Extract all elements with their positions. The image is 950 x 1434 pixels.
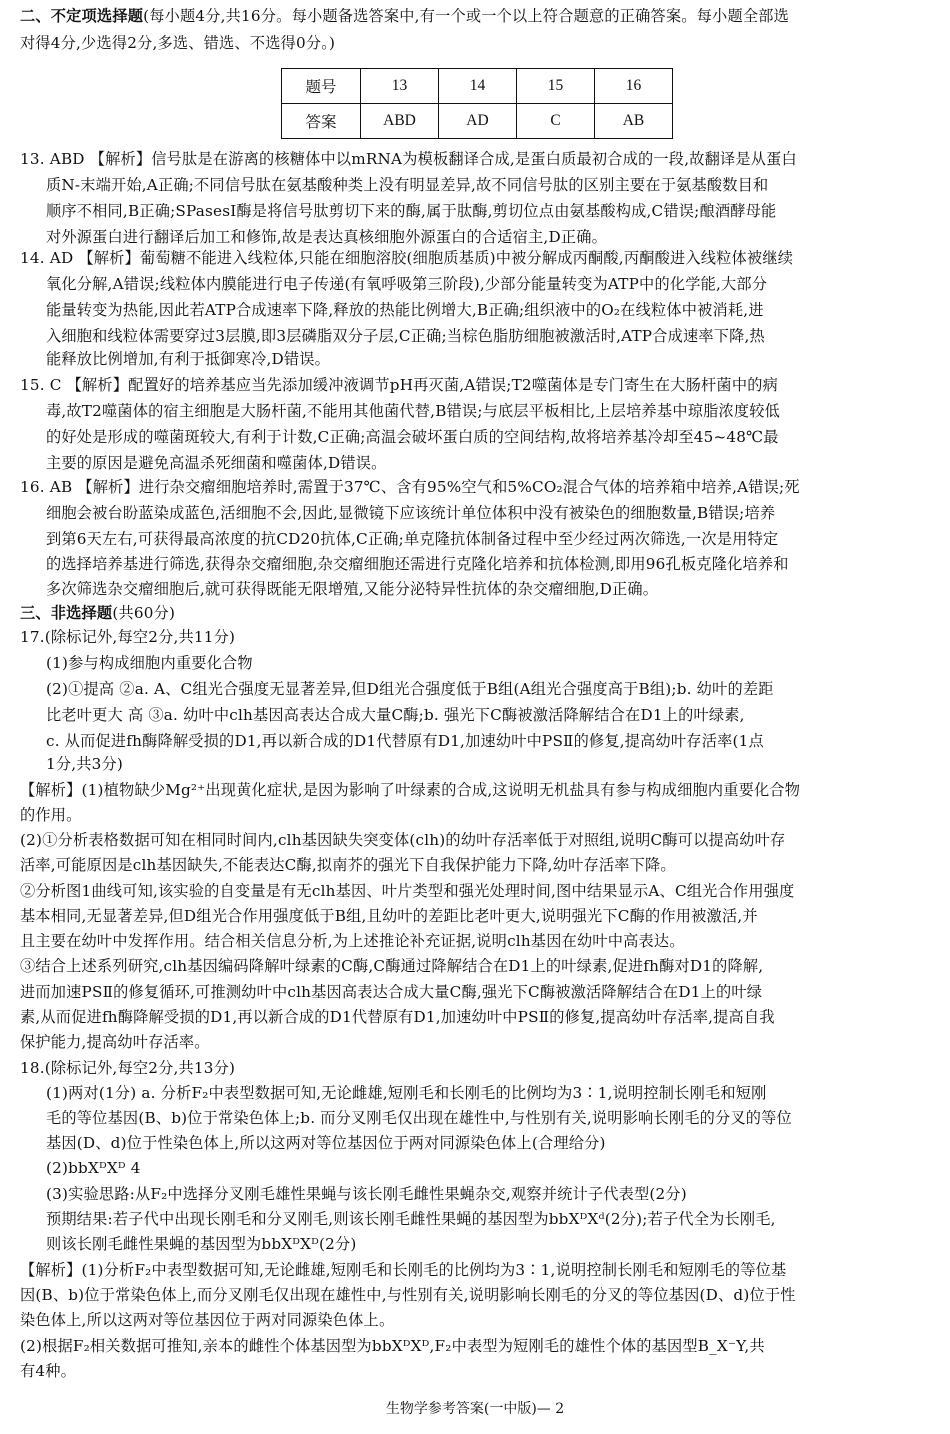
q17-analysis-line: 基本相同,无显著差异,但D组光合作用强度低于B组,且幼叶的差距比老叶更大,说明强光下C酶的作用被激活,并	[20, 907, 758, 925]
cell-number: 15	[517, 69, 595, 104]
cell-answer: AB	[595, 104, 673, 139]
q17-analysis-line: 活率,可能原因是clh基因缺失,不能表达C酶,拟南芥的强光下自我保护能力下降,幼叶存活率下降。	[20, 856, 676, 874]
q17-analysis-line: 的作用。	[20, 806, 82, 824]
q18-analysis-line: 【解析】(1)分析F₂中表型数据可知,无论雌雄,短刚毛和长刚毛的比例均为3∶1,说明控制长刚毛和短刚毛的等位基	[20, 1261, 787, 1279]
answer-table	[281, 68, 673, 139]
q17-ans2-line: 1分,共3分)	[46, 755, 124, 773]
q17-ans2-line: 比老叶更大 高 ③a. 幼叶中clh基因高表达合成大量C酶;b. 强光下C酶被激活降解结合在D1上的叶绿素,	[46, 706, 745, 724]
q18-analysis-line: 有4种。	[20, 1362, 77, 1380]
q15-line: 的好处是形成的噬菌斑较大,有利于计数,C正确;高温会破坏蛋白质的空间结构,故将培养基冷却至45~48℃最	[46, 428, 779, 446]
cell-answer: ABD	[361, 104, 439, 139]
q17-analysis-line: ③结合上述系列研究,clh基因编码降解叶绿素的C酶,C酶通过降解结合在D1上的叶绿素,促进fh酶对D1的降解,	[20, 957, 764, 975]
q18-ans3-line: (3)实验思路:从F₂中选择分叉刚毛雄性果蝇与该长刚毛雌性果蝇杂交,观察并统计子代表型(2分)	[46, 1185, 687, 1203]
q17-ans2-line: c. 从而促进fh酶降解受损的D1,再以新合成的D1代替原有D1,加速幼叶中PSⅡ的修复,提高幼叶存活率(1点	[46, 732, 764, 750]
q14-line: 14. AD 【解析】葡萄糖不能进入线粒体,只能在细胞溶胶(细胞质基质)中被分解成丙酮酸,丙酮酸进入线粒体被继续	[20, 249, 794, 267]
section2-title: 二、不定项选择题	[20, 7, 144, 25]
q14-line: 入细胞和线粒体需要穿过3层膜,即3层磷脂双分子层,C正确;当棕色脂肪细胞被激活时,ATP合成速率下降,热	[46, 327, 765, 345]
q16-line: 到第6天左右,可获得最高浓度的抗CD20抗体,C正确;单克隆抗体制备过程中至少经过两次筛选,一次是用特定	[46, 530, 779, 548]
table-row-numbers	[282, 69, 673, 104]
section2-line2: 对得4分,少选得2分,多选、错选、不选得0分。)	[20, 34, 336, 52]
q18-ans2: (2)bbXᴰXᴰ 4	[46, 1159, 141, 1177]
q17-analysis-line: 且主要在幼叶中发挥作用。结合相关信息分析,为上述推论补充证据,说明clh基因在幼叶中高表达。	[20, 932, 685, 950]
q13-line: 对外源蛋白进行翻译后加工和修饰,故是表达真核细胞外源蛋白的合适宿主,D正确。	[46, 228, 607, 246]
q15-line: 主要的原因是避免高温杀死细菌和噬菌体,D错误。	[46, 454, 387, 472]
q17-analysis-line: 【解析】(1)植物缺少Mg²⁺出现黄化症状,是因为影响了叶绿素的合成,这说明无机盐具有参与构成细胞内重要化合物	[20, 781, 801, 799]
q18-ans1-line: (1)两对(1分) a. 分析F₂中表型数据可知,无论雌雄,短刚毛和长刚毛的比例均为3∶1,说明控制长刚毛和短刚	[46, 1084, 767, 1102]
cell-answer: C	[517, 104, 595, 139]
q13-line: 13. ABD 【解析】信号肽是在游离的核糖体中以mRNA为模板翻译合成,是蛋白质最初合成的一段,故翻译是从蛋白	[20, 150, 797, 168]
q16-line: 的选择培养基进行筛选,获得杂交瘤细胞,杂交瘤细胞还需进行克隆化培养和抗体检测,即用96孔板克隆化培养和	[46, 555, 789, 573]
q13-line: 质N-末端开始,A正确;不同信号肽在氨基酸种类上没有明显差异,故不同信号肽的区别主要在于氨基酸数目和	[46, 176, 769, 194]
section3-title: 三、非选择题	[20, 604, 113, 622]
q17-analysis-line: (2)①分析表格数据可知在相同时间内,clh基因缺失突变体(clh)的幼叶存活率低于对照组,说明C酶可以提高幼叶存	[20, 831, 786, 849]
row-label-number: 题号	[282, 69, 361, 104]
cell-answer: AD	[439, 104, 517, 139]
q17-header: 17.(除标记外,每空2分,共11分)	[20, 628, 236, 646]
q17-ans2-line: (2)①提高 ②a. A、C组光合强度无显著差异,但D组光合强度低于B组(A组光合强度高于B组);b. 幼叶的差距	[46, 680, 774, 698]
q18-analysis-line: 因(B、b)位于常染色体上,而分叉刚毛仅出现在雄性中,与性别有关,说明影响长刚毛的分叉的等位基因(D、d)位于性	[20, 1286, 796, 1304]
q15-line: 毒,故T2噬菌体的宿主细胞是大肠杆菌,不能用其他菌代替,B错误;与底层平板相比,上层培养基中琼脂浓度较低	[46, 402, 781, 420]
q18-analysis-line: 染色体上,所以这两对等位基因位于两对同源染色体上。	[20, 1311, 395, 1329]
q15-line: 15. C 【解析】配置好的培养基应当先添加缓冲液调节pH再灭菌,A错误;T2噬菌体是专门寄生在大肠杆菌中的病	[20, 376, 778, 394]
table-row-answers	[282, 104, 673, 139]
q14-line: 能量转变为热能,因此若ATP合成速率下降,释放的热能比例增大,B正确;组织液中的O₂在线粒体中被消耗,进	[46, 301, 764, 319]
q18-analysis-line: (2)根据F₂相关数据可推知,亲本的雌性个体基因型为bbXᴰXᴰ,F₂中表型为短刚毛的雄性个体的基因型B_X⁻Y,共	[20, 1337, 765, 1355]
q17-analysis-line: 素,从而促进fh酶降解受损的D1,再以新合成的D1代替原有D1,加速幼叶中PSⅡ的修复,提高幼叶存活率,提高自我	[20, 1008, 775, 1026]
q13-line: 顺序不相同,B正确;SPasesⅠ酶是将信号肽剪切下来的酶,属于肽酶,剪切位点由氨基酸构成,C错误;酿酒酵母能	[46, 202, 777, 220]
q18-header: 18.(除标记外,每空2分,共13分)	[20, 1059, 236, 1077]
q16-line: 16. AB 【解析】进行杂交瘤细胞培养时,需置于37℃、含有95%空气和5%CO₂混合气体的培养箱中培养,A错误;死	[20, 478, 800, 496]
cell-number: 14	[439, 69, 517, 104]
q14-line: 能释放比例增加,有利于抵御寒冷,D错误。	[46, 350, 331, 368]
q17-ans1: (1)参与构成细胞内重要化合物	[46, 654, 253, 672]
q18-ans1-line: 毛的等位基因(B、b)位于常染色体上;b. 而分叉刚毛仅出现在雄性中,与性别有关,说明影响长刚毛的分叉的等位	[46, 1109, 792, 1127]
q18-ans3-line: 则该长刚毛雌性果蝇的基因型为bbXᴰXᴰ(2分)	[46, 1235, 357, 1253]
q18-ans3-line: 预期结果:若子代中出现长刚毛和分叉刚毛,则该长刚毛雌性果蝇的基因型为bbXᴰXᵈ(2分);若子代全为长刚毛,	[46, 1210, 776, 1228]
q14-line: 氧化分解,A错误;线粒体内膜能进行电子传递(有氧呼吸第三阶段),少部分能量转变为ATP中的化学能,大部分	[46, 275, 768, 293]
q18-ans1-line: 基因(D、d)位于性染色体上,所以这两对等位基因位于两对同源染色体上(合理给分)	[46, 1134, 606, 1152]
section2-line1	[20, 3, 932, 29]
page-footer: 生物学参考答案(一中版)— 2	[385, 1401, 565, 1417]
row-label-answer: 答案	[282, 104, 361, 139]
cell-number: 13	[361, 69, 439, 104]
q17-analysis-line: ②分析图1曲线可知,该实验的自变量是有无clh基因、叶片类型和强光处理时间,图中结果显示A、C组光合作用强度	[20, 882, 795, 900]
q16-line: 多次筛选杂交瘤细胞后,就可获得既能无限增殖,又能分泌特异性抗体的杂交瘤细胞,D正确。	[46, 580, 659, 598]
section3-heading	[20, 600, 932, 626]
q16-line: 细胞会被台盼蓝染成蓝色,活细胞不会,因此,显微镜下应该统计单位体积中没有被染色的细胞数量,B错误;培养	[46, 504, 776, 522]
section2-desc-1: (每小题4分,共16分。每小题备选答案中,有一个或一个以上符合题意的正确答案。每小题全部选	[143, 7, 789, 25]
q17-analysis-line: 保护能力,提高幼叶存活率。	[20, 1033, 210, 1051]
cell-number: 16	[595, 69, 673, 104]
section3-desc: (共60分)	[112, 604, 176, 622]
q17-analysis-line: 进而加速PSⅡ的修复循环,可推测幼叶中clh基因高表达合成大量C酶,强光下C酶被激活降解结合在D1上的叶绿	[20, 983, 763, 1001]
